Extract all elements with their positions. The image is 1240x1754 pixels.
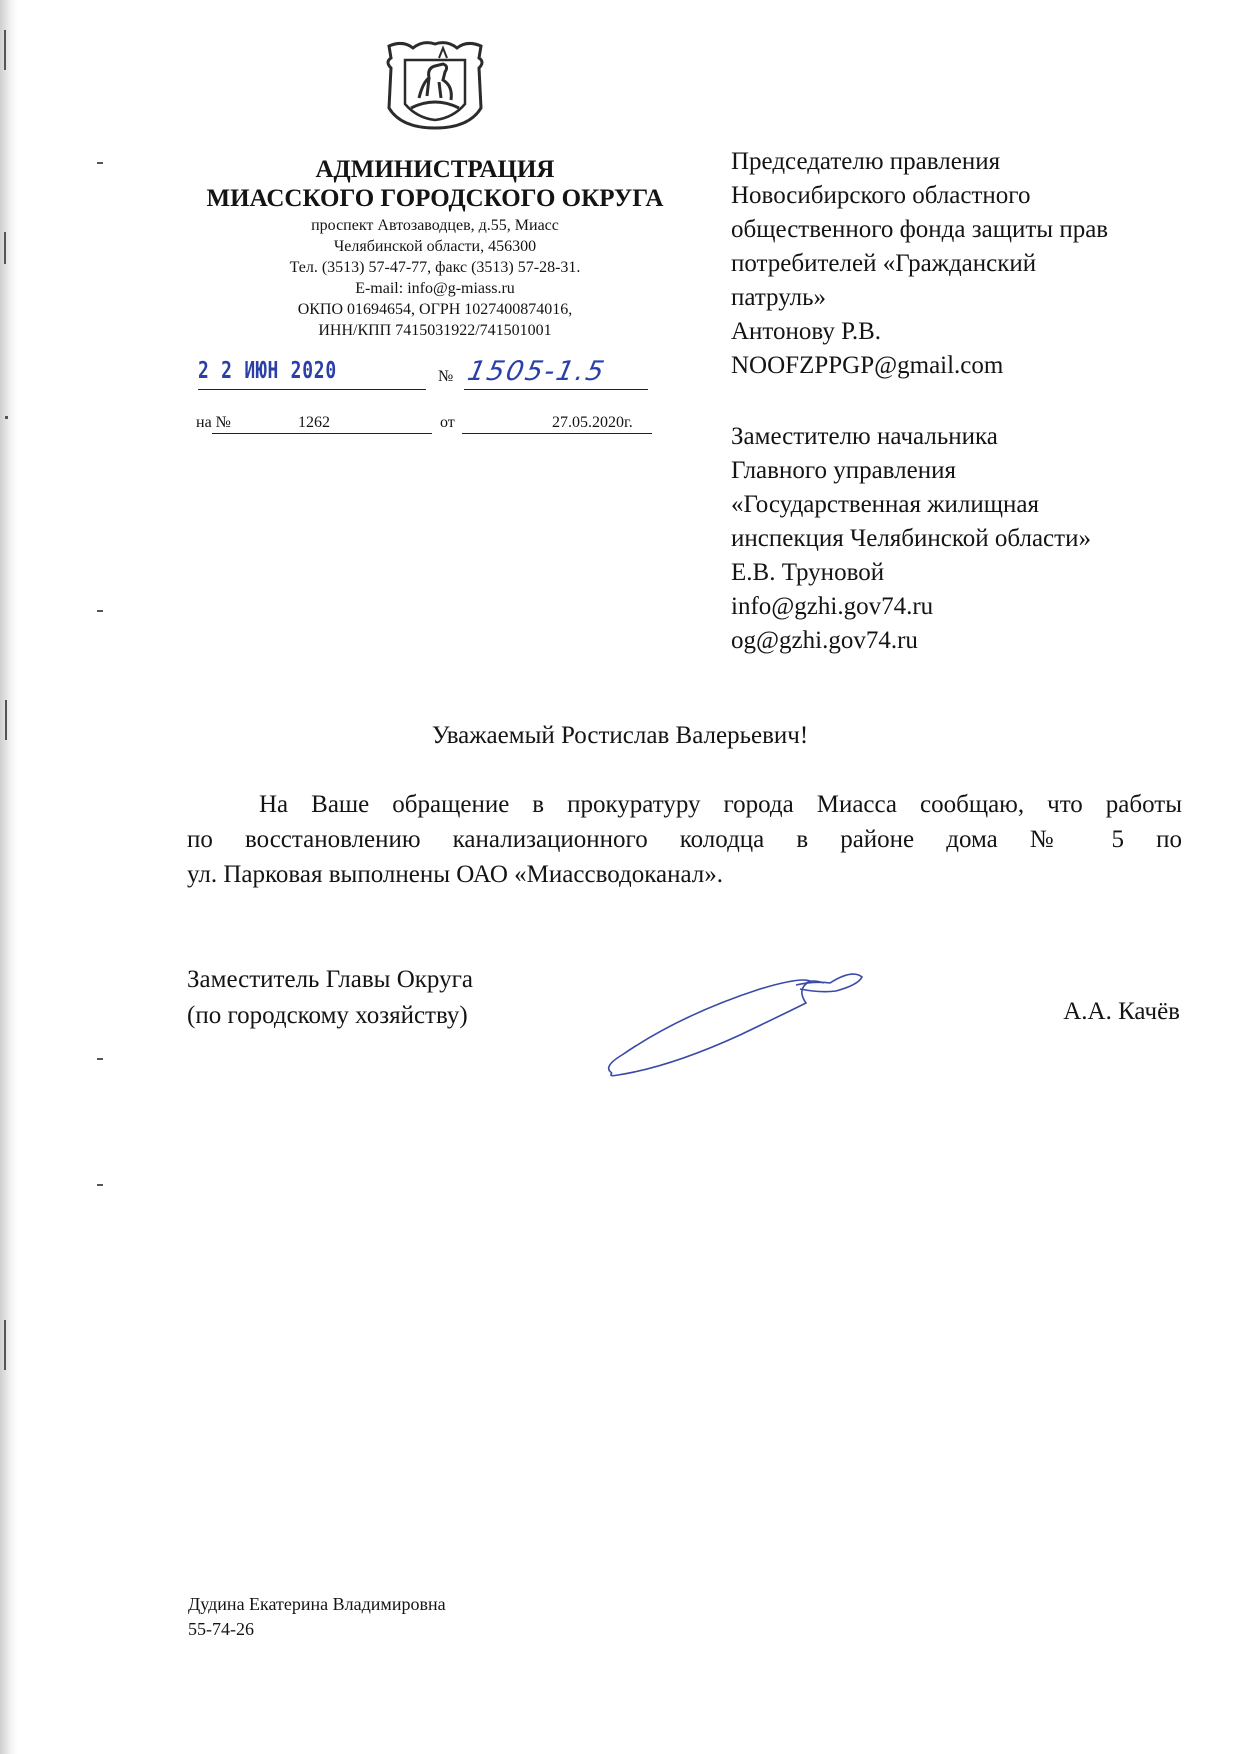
outgoing-number: 1505-1.5 [464,356,609,387]
addressee-2-name: Е.В. Труновой [731,559,885,586]
org-phone: Тел. (3513) 57-47-77, факс (3513) 57-28-31. [289,259,581,276]
org-name-line2: МИАССКОГО ГОРОДСКОГО ОКРУГА [206,185,664,212]
addressee-2-line: Заместителю начальника [731,423,998,450]
addressee-2-line: инспекция Челябинской области» [731,525,1091,552]
addressee-1-email: NOOFZPPGP@gmail.com [731,352,1004,379]
body-line-2: по восстановлению канализационного колодца в районе дома № 5 по [187,826,1182,853]
body-line-3: ул. Парковая выполнены ОАО «Миассводоканал». [187,861,723,888]
addressee-2-email: og@gzhi.gov74.ru [731,627,918,654]
body-line-1: На Ваше обращение в прокуратуру города Миасса сообщаю, что работы [259,791,1182,818]
number-sign: № [438,368,454,385]
signatory-title-line2: (по городскому хозяйству) [187,1002,468,1029]
addressee-1-name: Антонову Р.В. [731,318,882,345]
org-okpo: ОКПО 01694654, ОГРН 1027400874016, [297,301,573,318]
addressee-1-line: Председателю правления [731,148,1001,175]
org-inn: ИНН/КПП 7415031922/741501001 [318,322,552,339]
addressee-1-line: общественного фонда защиты прав [731,216,1109,243]
incoming-reference [196,414,656,436]
handwritten-signature-icon [600,955,870,1080]
miass-coat-of-arms-icon [383,38,487,130]
addressee-1-line: Новосибирского областного [731,182,1031,209]
org-address1: проспект Автозаводцев, д.55, Миасс [311,217,559,234]
addressee-1-line: патруль» [731,284,827,311]
incoming-from-label: от [440,414,455,431]
executor-phone: 55-74-26 [188,1619,254,1639]
signatory-name: А.А. Качёв [1063,998,1180,1025]
org-email: E-mail: info@g-miass.ru [355,280,515,297]
number-underline [464,389,648,390]
addressee-2-line: «Государственная жилищная [731,491,1039,518]
letter-body [187,787,1182,892]
addressee-2-email: info@gzhi.gov74.ru [731,593,934,620]
outgoing-date-stamp: 2 2 ИЮН 2020 [198,358,337,384]
executor-info [188,1592,446,1642]
signatory-title [187,962,473,1034]
executor-name: Дудина Екатерина Владимировна [188,1594,446,1614]
addressee-1 [731,145,1201,383]
incoming-number: 1262 [298,414,330,431]
addressee-2-line: Главного управления [731,457,956,484]
org-address2: Челябинской области, 456300 [333,238,537,255]
date-underline [198,389,426,390]
salutation: Уважаемый Ростислав Валерьевич! [431,722,809,749]
incoming-date: 27.05.2020г. [552,414,633,431]
signatory-title-line1: Заместитель Главы Округа [187,966,473,993]
letterhead [175,155,695,341]
addressee-1-line: потребителей «Гражданский [731,250,1037,277]
scan-edge [0,0,18,1754]
incoming-prefix: на № [196,414,231,431]
addressee-2 [731,420,1201,658]
org-name-line1: АДМИНИСТРАЦИЯ [315,156,555,183]
